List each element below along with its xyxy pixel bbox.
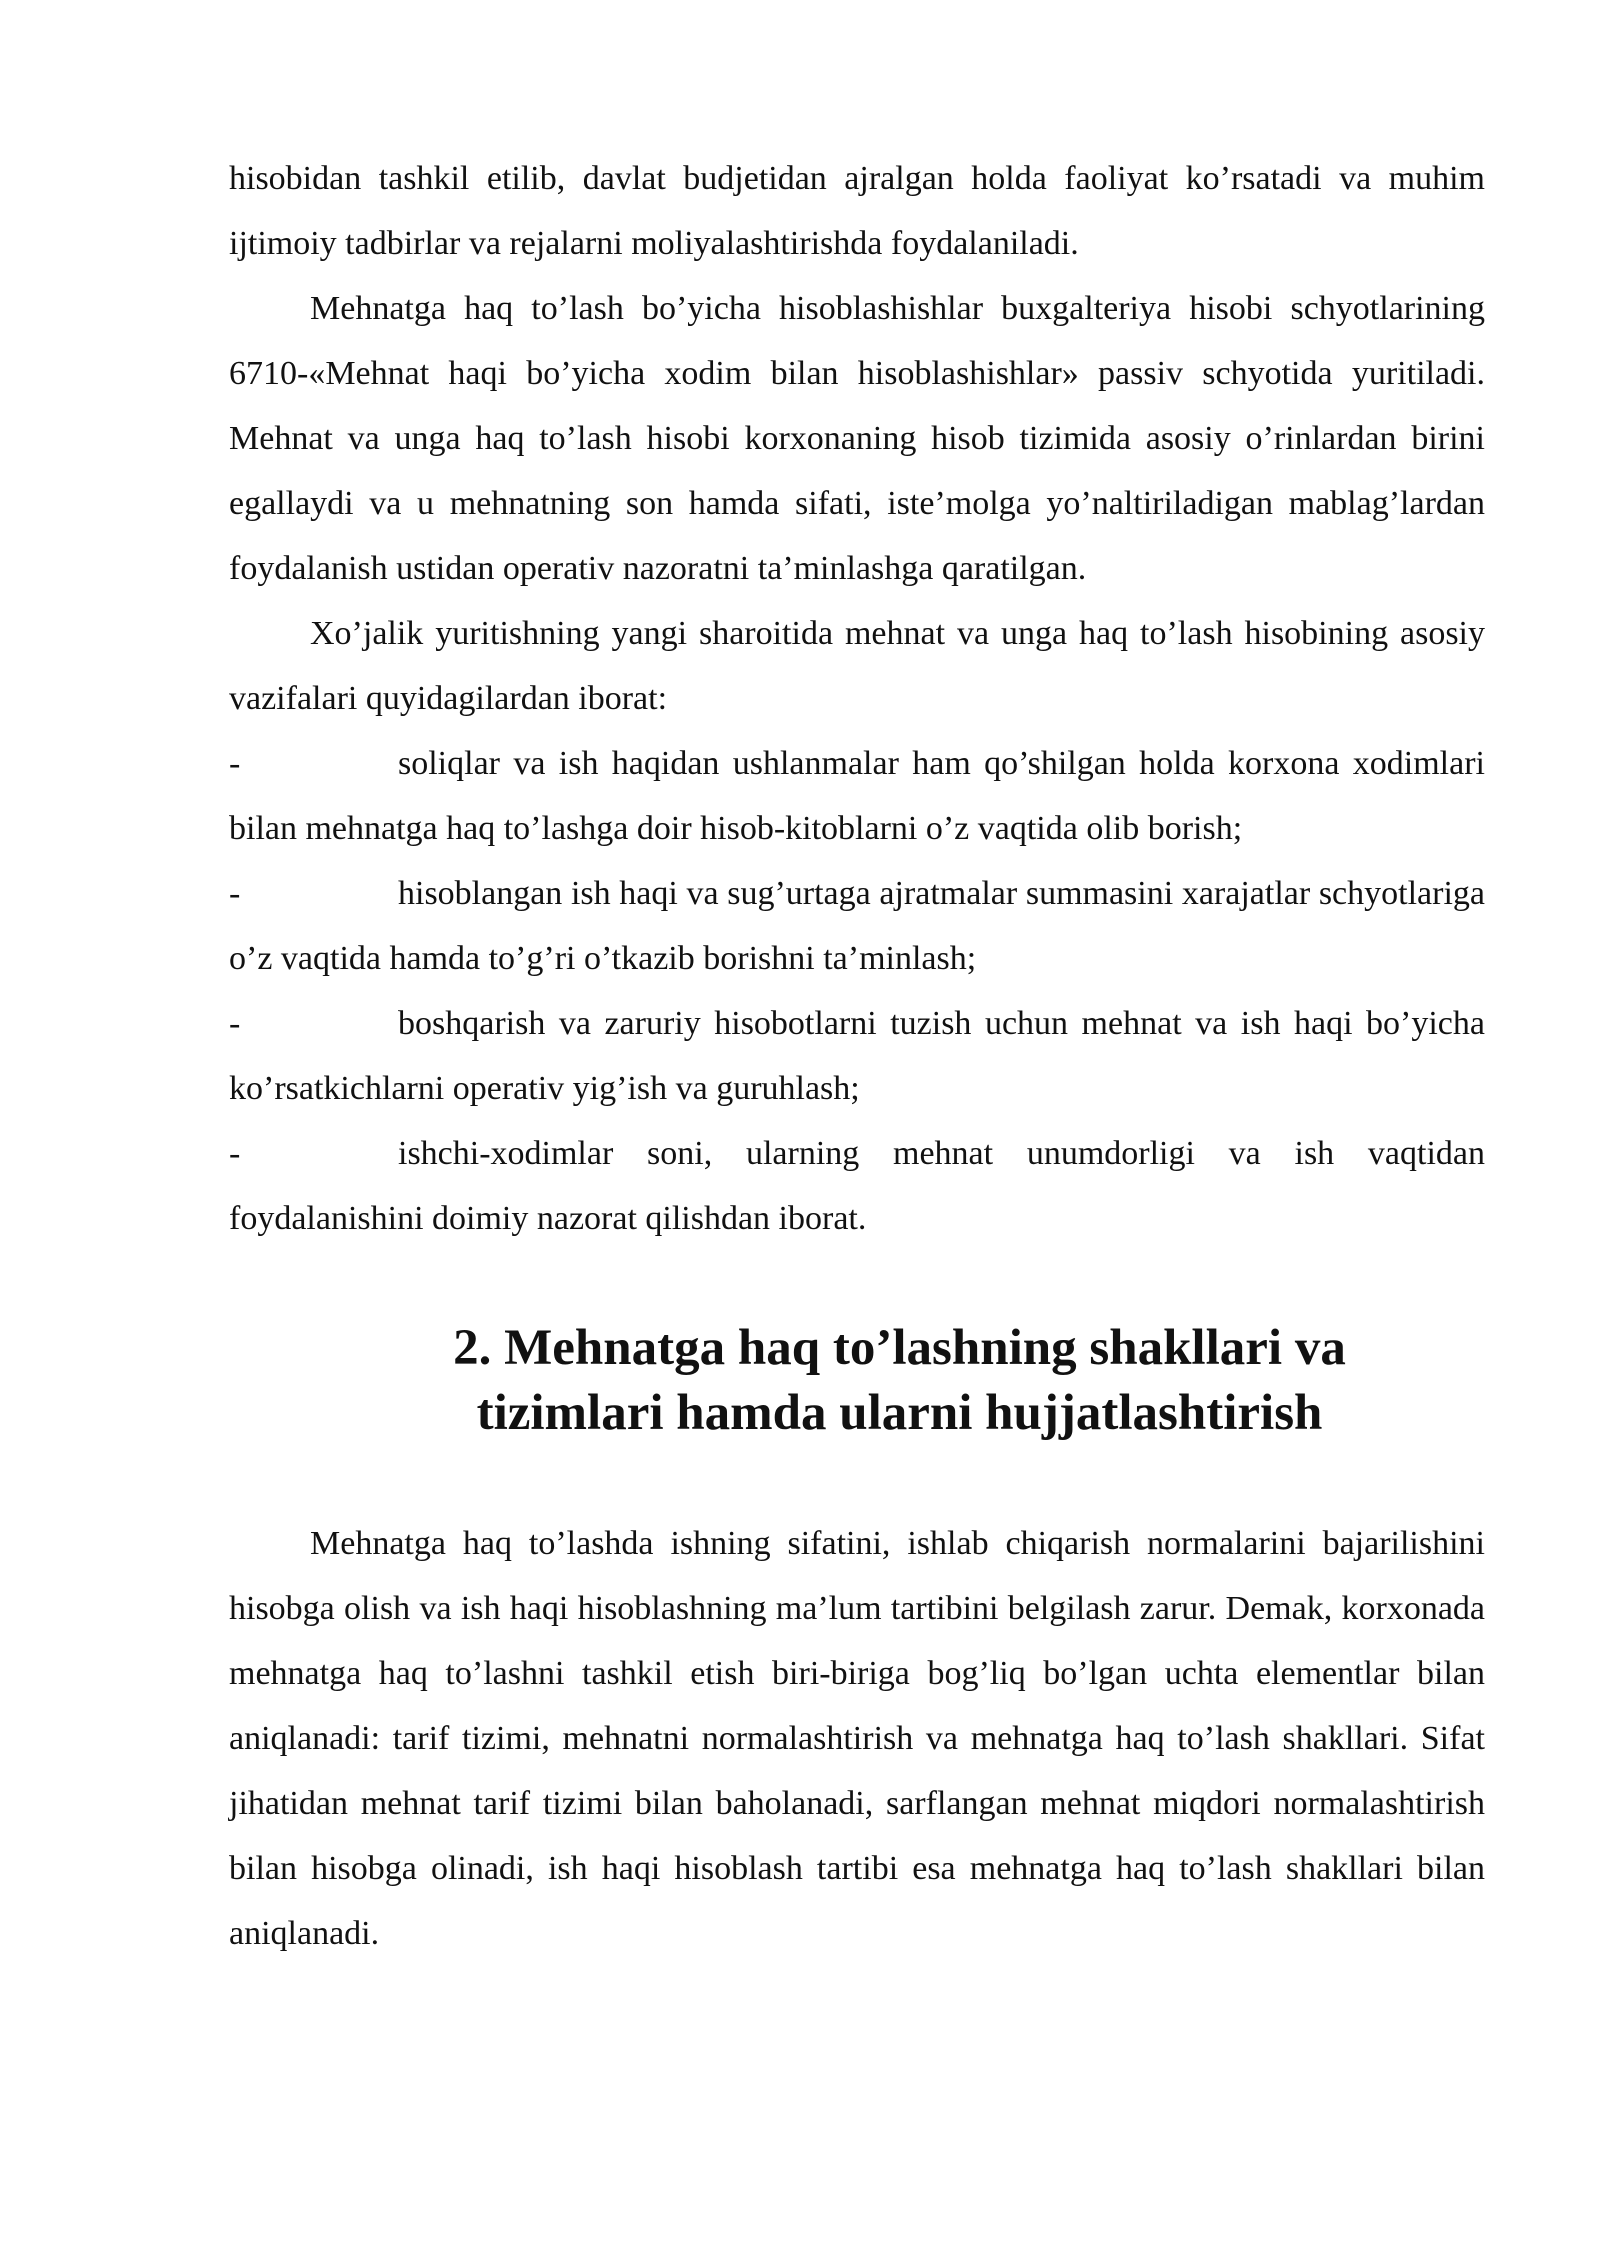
list-dash: - — [229, 1135, 241, 1172]
paragraph-payment-forms: Mehnatga haq to’lashda ishning sifatini, ishlab chiqarish normalarini bajarilishini hisobga olish va ish haqi hisoblashning ma’lum tartibini belgilash zarur. Demak, korxonada mehnatga haq to’lashni tashkil etish biri-biriga bog’liq bo’lgan uchta elementlar bilan aniqlanadi: tarif tizimi, mehnatni normalashtirish va mehnatga haq to’lash shakllari. Sifat jihatidan mehnat tarif tizimi bilan baholanadi, sarflangan mehnat miqdori normalashtirish bilan hisobga olinadi, ish haqi hisoblash tartibi esa mehnatga haq to’lash shakllari bilan aniqlanadi. — [229, 1525, 1485, 1952]
document-page — [229, 146, 1485, 1966]
list-item-text: hisoblangan ish haqi va sug’urtaga ajratmalar summasini xarajatlar schyotlariga o’z vaqtida hamda to’g’ri o’tkazib borishni ta’minlash; — [229, 875, 1485, 977]
list-dash: - — [229, 745, 241, 782]
list-item — [229, 1121, 1485, 1251]
paragraph-payroll-accounts: Mehnatga haq to’lash bo’yicha hisoblashishlar buxgalteriya hisobi schyotlarining 6710-«Mehnat haqi bo’yicha xodim bilan hisoblashishlar» passiv schyotida yuritiladi. Mehnat va unga haq to’lash hisobi korxonaning hisob tizimida asosiy o’rinlardan birini egallaydi va u mehnatning son hamda sifati, iste’molga yo’naltiriladigan mablag’lardan foydalanish ustidan operativ nazoratni ta’minlashga qaratilgan. — [229, 290, 1485, 587]
list-dash: - — [229, 875, 241, 912]
list-item-text: soliqlar va ish haqidan ushlanmalar ham qo’shilgan holda korxona xodimlari bilan mehnatga haq to’lashga doir hisob-kitoblarni o’z vaqtida olib borish; — [229, 745, 1485, 847]
list-item — [229, 861, 1485, 991]
list-item-text: ishchi-xodimlar soni, ularning mehnat unumdorligi va ish vaqtidan foydalanishini doimiy nazorat qilishdan iborat. — [229, 1135, 1485, 1237]
paragraph-tasks-intro: Xo’jalik yuritishning yangi sharoitida mehnat va unga haq to’lash hisobining asosiy vazifalari quyidagilardan iborat: — [229, 615, 1485, 717]
list-item — [229, 731, 1485, 861]
list-item — [229, 991, 1485, 1121]
list-dash: - — [229, 1005, 241, 1042]
paragraph-continuation: hisobidan tashkil etilib, davlat budjetidan ajralgan holda faoliyat ko’rsatadi va muhim ijtimoiy tadbirlar va rejalarni moliyalashtirishda foydalaniladi. — [229, 160, 1485, 262]
list-item-text: boshqarish va zaruriy hisobotlarni tuzish uchun mehnat va ish haqi bo’yicha ko’rsatkichlarni operativ yig’ish va guruhlash; — [229, 1005, 1485, 1107]
section-heading: 2. Mehnatga haq to’lashning shakllari va tizimlari hamda ularni hujjatlashtirish — [453, 1320, 1346, 1441]
